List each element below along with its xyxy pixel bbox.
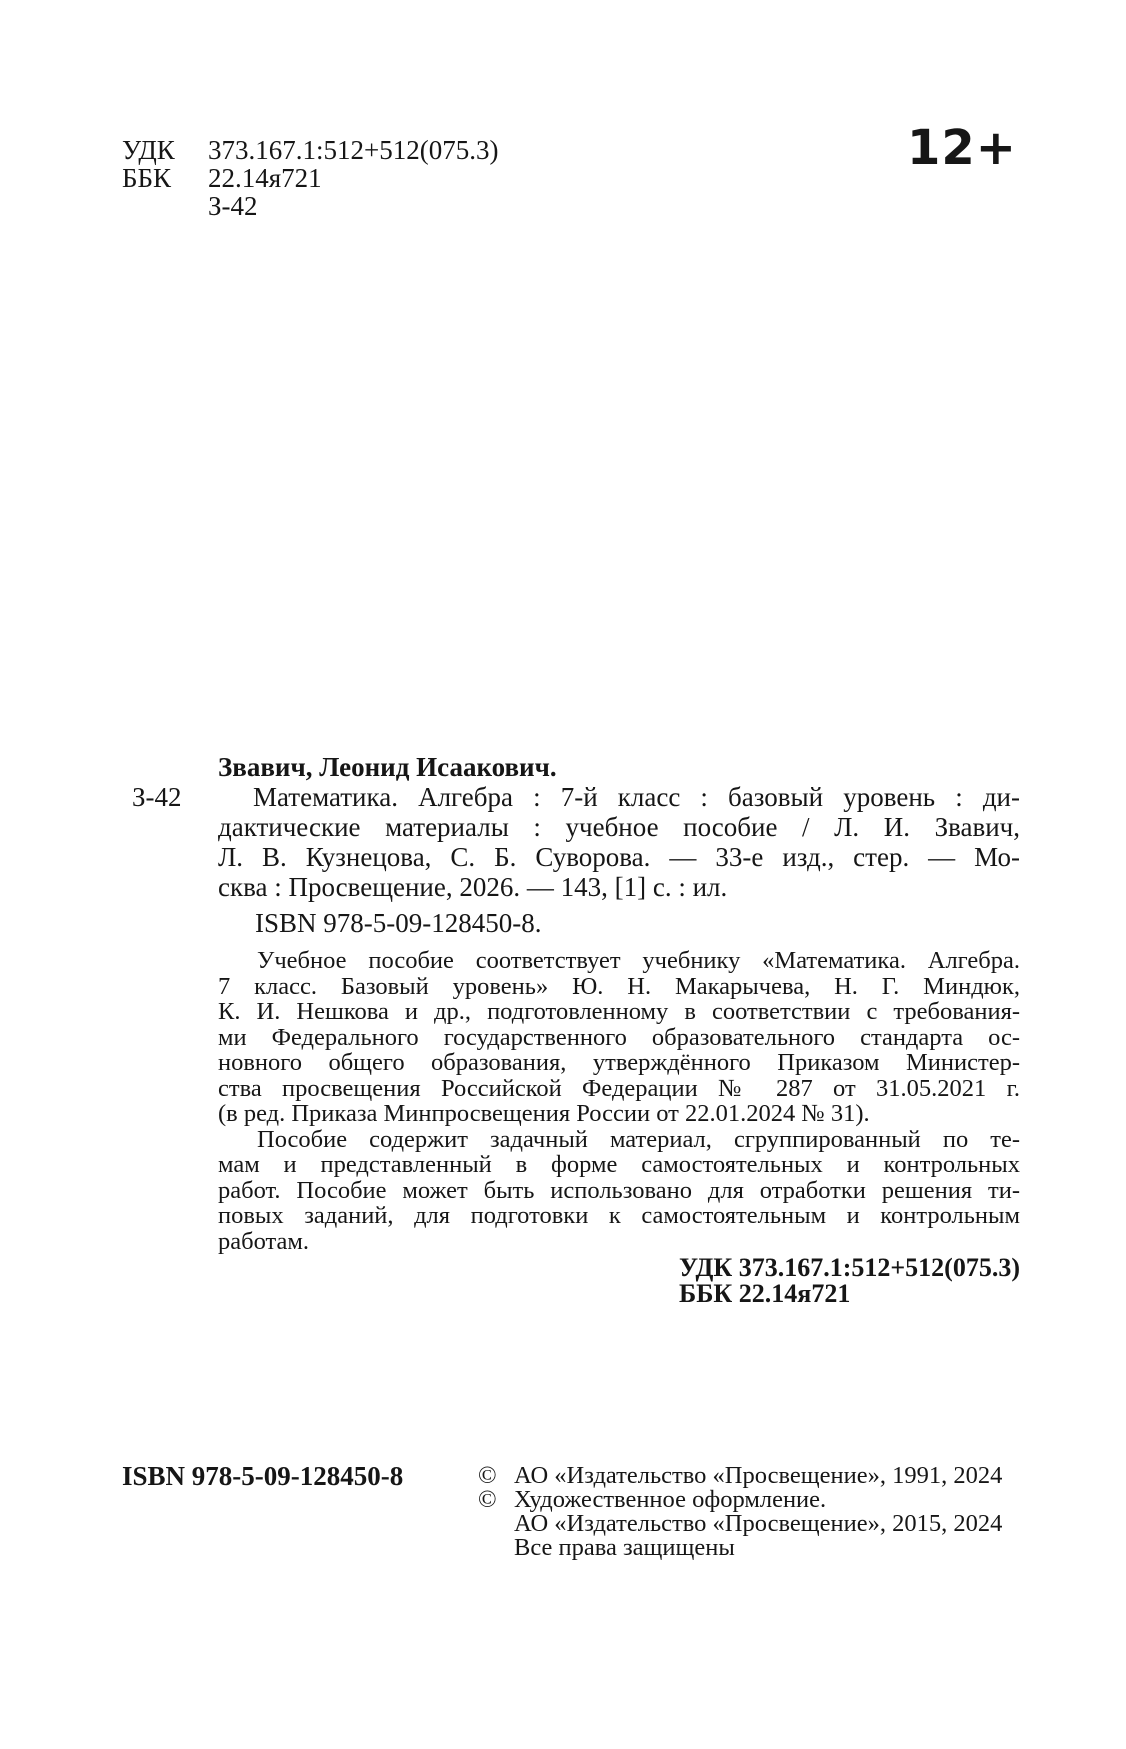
annotation <box>218 948 1020 1254</box>
catalog-code: З-42 <box>132 782 182 812</box>
bbk-label: ББК <box>122 163 172 193</box>
copyright-line: АО «Издательство «Просвещение», 2015, 2024 <box>514 1510 1003 1537</box>
bibliographic-entry <box>218 752 1020 938</box>
copyright-symbol: © <box>478 1486 497 1513</box>
udk-label: УДК <box>122 135 175 165</box>
copyright-line: Художественное оформление. <box>514 1486 827 1513</box>
annotation-line: Пособие содержит задачный материал, сгруппированный по те- <box>257 1125 1020 1153</box>
annotation-line: мам и представленный в форме самостоятельных и контрольных <box>218 1151 1020 1178</box>
author-sign: З-42 <box>208 191 258 221</box>
bottom-classification-codes <box>679 1255 1020 1307</box>
copyright-symbol <box>478 1536 514 1560</box>
age-rating-badge: 12+ <box>906 120 1017 176</box>
annotation-line: ми Федерального государственного образовательного стандарта ос- <box>218 1023 1020 1051</box>
copyright-block <box>478 1464 1002 1560</box>
annotation-line: работ. Пособие может быть использовано для отработки решения ти- <box>218 1176 1020 1204</box>
entry-line: дактические материалы : учебное пособие / Л. И. Звавич, <box>218 812 1020 842</box>
bbk-line: ББК 22.14я721 <box>679 1279 851 1308</box>
udk-line: УДК 373.167.1:512+512(075.3) <box>679 1253 1020 1282</box>
author-line: Звавич, Леонид Исаакович. <box>218 752 557 782</box>
annotation-line: 7 класс. Базовый уровень» Ю. Н. Макарычева, Н. Г. Миндюк, <box>218 972 1020 1000</box>
annotation-line: ства просвещения Российской Федерации № 287 от 31.05.2021 г. <box>218 1074 1020 1102</box>
udk-value: 373.167.1:512+512(075.3) <box>208 135 499 165</box>
annotation-line: (в ред. Приказа Минпросвещения России от 22.01.2024 № 31). <box>218 1100 870 1127</box>
annotation-line: К. И. Нешкова и др., подготовленному в соответствии с требования- <box>218 998 1020 1025</box>
annotation-line: Учебное пособие соответствует учебнику «Математика. Алгебра. <box>257 947 1020 974</box>
footer-isbn: ISBN 978-5-09-128450-8 <box>122 1461 404 1491</box>
annotation-line: новного общего образования, утверждённого Приказом Министер- <box>218 1049 1020 1076</box>
annotation-line: повых заданий, для подготовки к самостоятельным и контрольным <box>218 1202 1020 1229</box>
entry-line: сква : Просвещение, 2026. — 143, [1] с. : ил. <box>218 872 728 902</box>
copyright-line: Все права защищены <box>514 1534 735 1561</box>
empty-cell <box>122 192 208 220</box>
entry-line: Л. В. Кузнецова, С. Б. Суворова. — 33-е изд., стер. — Мо- <box>218 842 1020 872</box>
entry-line: Математика. Алгебра : 7-й класс : базовый уровень : ди- <box>253 782 1020 812</box>
isbn-entry-line: ISBN 978-5-09-128450-8. <box>255 908 542 938</box>
annotation-line: работам. <box>218 1227 310 1255</box>
top-classification-codes <box>122 136 498 220</box>
bbk-value: 22.14я721 <box>208 163 322 193</box>
copyright-line: АО «Издательство «Просвещение», 1991, 2024 <box>514 1462 1003 1489</box>
copyright-symbol <box>478 1512 514 1536</box>
copyright-symbol: © <box>478 1462 497 1489</box>
